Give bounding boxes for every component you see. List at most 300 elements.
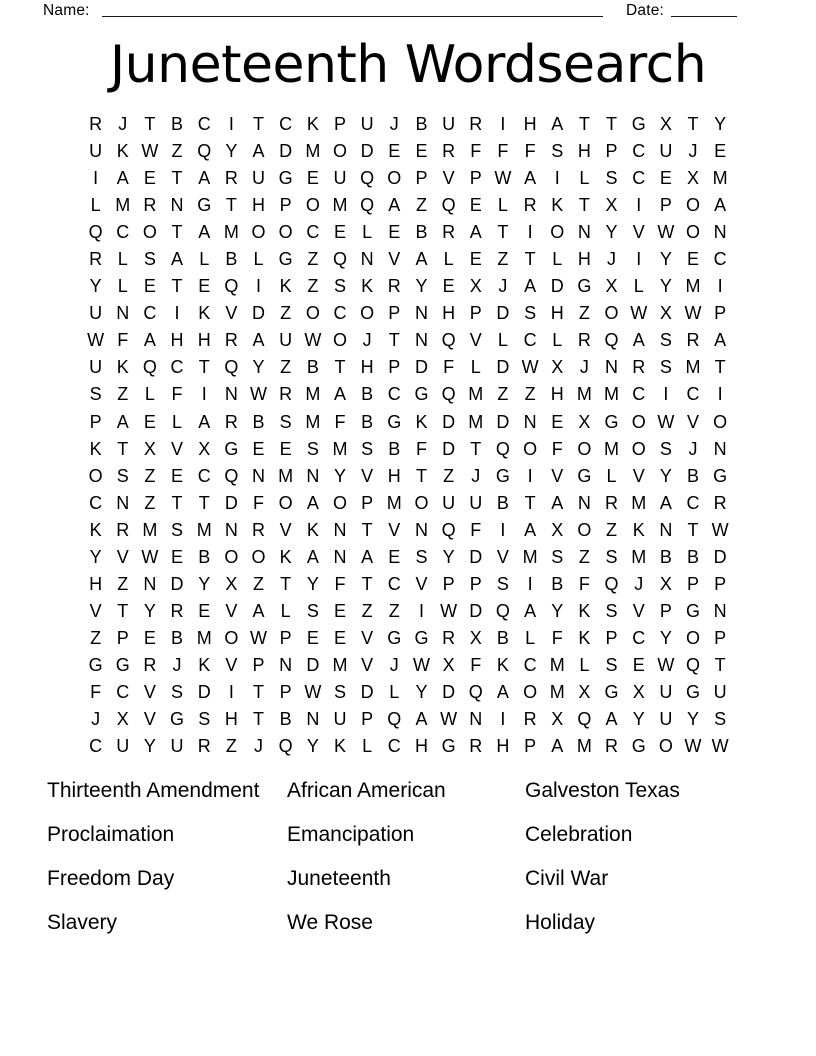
grid-letter-r10c15: L [470, 357, 481, 378]
grid-letter-r12c18: E [551, 411, 564, 432]
word-bank-item: Holiday [525, 911, 596, 934]
grid-letter-r18c22: X [659, 573, 672, 594]
grid-letter-r5c9: C [306, 222, 320, 243]
grid-letter-r2c16: F [497, 141, 509, 162]
grid-letter-r10c12: P [388, 357, 401, 378]
grid-letter-r4c10: M [332, 195, 348, 216]
grid-letter-r19c24: N [713, 600, 727, 621]
grid-letter-r21c11: V [361, 654, 374, 675]
grid-letter-r17c24: D [713, 546, 727, 567]
grid-letter-r23c22: U [659, 709, 673, 730]
grid-letter-r3c13: P [415, 168, 428, 189]
grid-letter-r20c13: G [414, 627, 429, 648]
grid-letter-r8c21: W [630, 303, 648, 324]
grid-letter-r5c20: Y [605, 222, 618, 243]
grid-letter-r11c23: C [686, 384, 700, 405]
grid-letter-r9c14: Q [441, 330, 456, 351]
grid-letter-r19c12: Z [388, 600, 400, 621]
grid-letter-r12c3: E [143, 411, 156, 432]
grid-letter-r6c5: L [199, 249, 210, 270]
grid-letter-r6c14: L [443, 249, 454, 270]
grid-letter-r9c1: W [87, 330, 105, 351]
grid-letter-r1c19: T [578, 114, 590, 135]
grid-letter-r22c14: D [442, 682, 456, 702]
grid-letter-r24c18: A [551, 736, 564, 757]
grid-letter-r15c6: D [224, 492, 238, 513]
grid-letter-r23c17: R [523, 709, 537, 730]
grid-letter-r21c20: S [605, 654, 618, 675]
grid-letter-r23c24: S [714, 709, 727, 730]
grid-letter-r18c18: B [551, 573, 564, 594]
grid-letter-r17c1: Y [89, 546, 102, 567]
grid-letter-r22c9: W [304, 682, 322, 702]
grid-letter-r21c4: J [172, 654, 182, 675]
grid-letter-r12c12: G [387, 411, 402, 432]
grid-letter-r7c13: Y [415, 276, 428, 297]
grid-letter-r17c22: B [659, 546, 672, 567]
grid-letter-r14c14: Z [443, 465, 455, 486]
grid-letter-r16c17: A [524, 519, 537, 540]
grid-letter-r17c18: S [551, 546, 564, 567]
grid-letter-r20c11: V [361, 627, 374, 648]
grid-letter-r24c16: H [496, 736, 510, 757]
grid-letter-r5c12: E [388, 222, 401, 243]
grid-letter-r8c11: O [360, 303, 375, 324]
grid-letter-r5c19: N [577, 222, 591, 243]
grid-letter-r7c17: A [524, 276, 537, 297]
grid-letter-r7c10: S [333, 276, 346, 297]
grid-letter-r14c18: V [551, 465, 564, 486]
grid-letter-r3c9: E [306, 168, 319, 189]
grid-letter-r13c19: O [577, 438, 592, 459]
grid-letter-r6c1: R [89, 249, 103, 270]
grid-letter-r23c8: B [279, 709, 292, 730]
grid-letter-r22c13: Y [415, 682, 428, 702]
grid-letter-r21c21: E [632, 654, 645, 675]
grid-letter-r13c7: E [252, 438, 265, 459]
grid-letter-r7c18: D [550, 276, 564, 297]
grid-letter-r24c1: C [89, 736, 103, 757]
grid-letter-r8c13: N [414, 303, 428, 324]
grid-letter-r18c17: I [527, 573, 533, 594]
grid-letter-r6c17: T [524, 249, 536, 270]
grid-letter-r10c19: J [579, 357, 589, 378]
grid-letter-r16c10: N [333, 519, 347, 540]
grid-letter-r19c14: W [440, 600, 458, 621]
grid-letter-r14c23: B [687, 465, 700, 486]
grid-letter-r21c8: N [279, 654, 293, 675]
grid-letter-r13c18: F [551, 438, 563, 459]
grid-letter-r6c18: L [552, 249, 563, 270]
grid-letter-r7c21: L [633, 276, 644, 297]
grid-letter-r24c8: Q [278, 736, 293, 757]
grid-letter-r4c22: P [659, 195, 672, 216]
grid-letter-r10c17: W [521, 357, 539, 378]
grid-letter-r24c2: U [116, 736, 130, 757]
grid-letter-r16c7: R [252, 519, 266, 540]
grid-letter-r4c23: O [686, 195, 701, 216]
grid-letter-r9c19: R [577, 330, 591, 351]
grid-letter-r24c9: Y [306, 736, 319, 757]
grid-letter-r4c6: T [225, 195, 237, 216]
grid-letter-r9c17: C [523, 330, 537, 351]
grid-letter-r24c15: R [469, 736, 483, 757]
grid-letter-r1c22: X [659, 114, 672, 135]
grid-letter-r1c2: J [118, 114, 128, 135]
grid-letter-r13c2: T [117, 438, 129, 459]
grid-letter-r1c21: G [631, 114, 646, 135]
grid-letter-r19c19: K [578, 600, 591, 621]
grid-letter-r2c4: Z [171, 141, 183, 162]
grid-letter-r16c2: R [116, 519, 130, 540]
grid-letter-r12c2: A [116, 411, 129, 432]
grid-letter-r3c22: E [659, 168, 672, 189]
grid-letter-r6c6: B [225, 249, 238, 270]
grid-letter-r2c9: M [305, 141, 321, 162]
grid-letter-r5c21: V [632, 222, 645, 243]
grid-letter-r11c8: R [279, 384, 293, 405]
grid-letter-r19c15: D [469, 600, 483, 621]
grid-letter-r23c6: H [224, 709, 238, 730]
grid-letter-r10c1: U [89, 357, 103, 378]
grid-letter-r12c24: O [713, 411, 728, 432]
grid-letter-r4c8: P [279, 195, 292, 216]
grid-letter-r18c13: V [415, 573, 428, 594]
grid-letter-r24c3: Y [143, 736, 156, 757]
grid-letter-r24c20: R [605, 736, 619, 757]
grid-letter-r13c5: X [198, 438, 211, 459]
grid-letter-r20c7: W [250, 627, 268, 648]
grid-letter-r22c18: M [549, 682, 565, 702]
grid-letter-r24c10: K [333, 736, 346, 757]
grid-letter-r3c7: U [252, 168, 266, 189]
grid-letter-r21c19: L [579, 654, 590, 675]
grid-letter-r8c14: H [442, 303, 456, 324]
grid-letter-r22c7: T [253, 682, 265, 702]
grid-letter-r19c16: Q [495, 600, 510, 621]
grid-letter-r17c4: E [171, 546, 184, 567]
grid-letter-r3c3: E [143, 168, 156, 189]
grid-letter-r17c12: E [388, 546, 401, 567]
grid-letter-r9c20: Q [604, 330, 619, 351]
grid-letter-r21c13: W [412, 654, 430, 675]
grid-letter-r18c3: N [143, 573, 157, 594]
grid-letter-r2c6: Y [225, 141, 238, 162]
grid-letter-r16c14: Q [441, 519, 456, 540]
grid-letter-r18c9: Y [306, 573, 319, 594]
grid-letter-r16c19: O [577, 519, 592, 540]
grid-letter-r18c12: C [387, 573, 401, 594]
grid-letter-r15c13: O [414, 492, 429, 513]
grid-letter-r8c7: D [252, 303, 266, 324]
grid-letter-r4c24: A [714, 195, 727, 216]
grid-letter-r11c19: M [576, 384, 592, 405]
word-bank-item: Celebration [525, 823, 633, 846]
grid-letter-r12c4: L [172, 411, 183, 432]
grid-letter-r10c14: F [443, 357, 455, 378]
grid-letter-r23c19: Q [577, 709, 592, 730]
grid-letter-r7c19: G [577, 276, 592, 297]
grid-letter-r18c6: X [225, 573, 238, 594]
grid-letter-r17c9: A [306, 546, 319, 567]
grid-letter-r5c7: O [251, 222, 266, 243]
grid-letter-r3c23: X [687, 168, 700, 189]
grid-letter-r23c9: N [306, 709, 320, 730]
grid-letter-r12c9: M [305, 411, 321, 432]
grid-letter-r11c6: N [224, 384, 238, 405]
grid-letter-r11c12: C [387, 384, 401, 405]
grid-letter-r22c20: G [604, 682, 619, 702]
word-bank-item: Freedom Day [47, 867, 175, 890]
grid-letter-r15c19: N [577, 492, 591, 513]
grid-letter-r11c20: M [604, 384, 620, 405]
grid-letter-r14c5: C [197, 465, 211, 486]
grid-letter-r24c22: O [658, 736, 673, 757]
grid-letter-r7c15: X [469, 276, 482, 297]
grid-letter-r4c4: N [170, 195, 184, 216]
grid-letter-r9c3: A [143, 330, 156, 351]
grid-letter-r6c16: Z [497, 249, 509, 270]
grid-letter-r14c9: N [306, 465, 320, 486]
grid-letter-r5c4: T [171, 222, 183, 243]
grid-letter-r4c16: L [497, 195, 508, 216]
grid-letter-r13c20: M [604, 438, 620, 459]
grid-letter-r14c21: V [632, 465, 645, 486]
grid-letter-r8c1: U [89, 303, 103, 324]
grid-letter-r14c4: E [171, 465, 184, 486]
grid-letter-r21c1: G [88, 654, 103, 675]
grid-letter-r3c15: P [469, 168, 482, 189]
grid-letter-r2c11: D [360, 141, 374, 162]
grid-letter-r23c1: J [91, 709, 101, 730]
grid-letter-r9c11: J [362, 330, 372, 351]
grid-letter-r23c2: X [116, 709, 129, 730]
grid-letter-r14c1: O [88, 465, 103, 486]
grid-letter-r19c10: E [333, 600, 346, 621]
grid-letter-r17c7: O [251, 546, 266, 567]
grid-letter-r18c21: J [634, 573, 644, 594]
grid-letter-r19c11: Z [361, 600, 373, 621]
grid-letter-r11c18: H [550, 384, 564, 405]
grid-letter-r14c6: Q [224, 465, 239, 486]
grid-letter-r12c16: D [496, 411, 510, 432]
grid-letter-r13c11: S [361, 438, 374, 459]
grid-letter-r18c19: F [578, 573, 590, 594]
grid-letter-r14c8: M [278, 465, 294, 486]
grid-letter-r9c23: R [686, 330, 700, 351]
grid-letter-r23c23: Y [687, 709, 700, 730]
grid-letter-r15c20: R [605, 492, 619, 513]
grid-letter-r24c24: W [711, 736, 729, 757]
grid-letter-r20c23: O [686, 627, 701, 648]
grid-letter-r19c17: A [524, 600, 537, 621]
grid-letter-r7c9: Z [307, 276, 319, 297]
grid-letter-r7c11: K [361, 276, 374, 297]
grid-letter-r21c24: T [714, 654, 726, 675]
grid-letter-r18c23: P [687, 573, 700, 594]
grid-letter-r12c21: O [631, 411, 646, 432]
grid-letter-r13c3: X [143, 438, 156, 459]
word-bank-item: Civil War [525, 867, 609, 890]
grid-letter-r20c16: B [496, 627, 509, 648]
grid-letter-r1c4: B [171, 114, 184, 135]
grid-letter-r3c24: M [712, 168, 728, 189]
grid-letter-r8c20: O [604, 303, 619, 324]
grid-letter-r4c20: X [605, 195, 618, 216]
grid-letter-r2c21: C [632, 141, 646, 162]
grid-letter-r2c13: E [415, 141, 428, 162]
grid-letter-r12c20: G [604, 411, 619, 432]
grid-letter-r23c3: V [143, 709, 156, 730]
grid-letter-r14c15: J [471, 465, 481, 486]
grid-letter-r5c13: B [415, 222, 428, 243]
grid-letter-r10c22: S [659, 357, 672, 378]
grid-letter-r24c6: Z [225, 736, 237, 757]
grid-letter-r5c14: R [442, 222, 456, 243]
name-blank-line [102, 3, 603, 17]
grid-letter-r4c14: Q [441, 195, 456, 216]
grid-letter-r22c17: O [523, 682, 538, 702]
grid-letter-r2c24: E [714, 141, 727, 162]
grid-letter-r20c14: R [442, 627, 456, 648]
grid-letter-r10c24: T [714, 357, 726, 378]
grid-letter-r20c15: X [469, 627, 482, 648]
grid-letter-r16c22: N [659, 519, 673, 540]
grid-letter-r5c23: O [686, 222, 701, 243]
grid-letter-r10c18: X [551, 357, 564, 378]
grid-letter-r15c21: M [631, 492, 647, 513]
grid-letter-r20c5: M [196, 627, 212, 648]
grid-letter-r21c18: M [549, 654, 565, 675]
grid-letter-r22c6: I [228, 682, 234, 702]
grid-letter-r14c16: G [495, 465, 510, 486]
grid-letter-r22c2: C [116, 682, 130, 702]
grid-letter-r17c23: B [687, 546, 700, 567]
grid-letter-r22c19: X [578, 682, 591, 702]
date-blank-line [671, 3, 737, 17]
grid-letter-r11c17: Z [524, 384, 536, 405]
grid-letter-r5c10: E [333, 222, 346, 243]
grid-letter-r5c15: A [469, 222, 482, 243]
grid-letter-r23c13: A [415, 709, 428, 730]
grid-letter-r2c10: O [332, 141, 347, 162]
grid-letter-r3c17: A [524, 168, 537, 189]
grid-letter-r16c9: K [306, 519, 319, 540]
grid-letter-r15c18: A [551, 492, 564, 513]
grid-letter-r15c2: N [116, 492, 130, 513]
grid-letter-r1c17: H [523, 114, 537, 135]
grid-letter-r4c13: Z [415, 195, 427, 216]
grid-letter-r8c4: I [174, 303, 180, 324]
grid-letter-r22c16: A [496, 682, 509, 702]
grid-letter-r12c17: N [523, 411, 537, 432]
grid-letter-r22c22: U [659, 682, 673, 702]
grid-letter-r17c19: Z [578, 546, 590, 567]
grid-letter-r1c14: U [442, 114, 456, 135]
grid-letter-r3c12: O [387, 168, 402, 189]
grid-letter-r9c21: A [632, 330, 645, 351]
grid-letter-r2c2: K [116, 141, 129, 162]
grid-letter-r6c23: E [687, 249, 700, 270]
grid-letter-r11c11: B [361, 384, 374, 405]
grid-letter-r15c24: R [713, 492, 727, 513]
grid-letter-r22c12: L [389, 682, 400, 702]
grid-letter-r21c15: F [470, 654, 482, 675]
grid-letter-r13c14: D [442, 438, 456, 459]
grid-letter-r10c2: K [116, 357, 129, 378]
grid-letter-r24c7: J [254, 736, 264, 757]
grid-letter-r17c8: K [279, 546, 292, 567]
grid-letter-r8c19: Z [578, 303, 590, 324]
grid-letter-r16c23: T [687, 519, 699, 540]
grid-letter-r1c15: R [469, 114, 483, 135]
grid-letter-r1c16: I [500, 114, 506, 135]
grid-letter-r21c22: W [657, 654, 675, 675]
grid-letter-r7c7: I [256, 276, 262, 297]
grid-letter-r5c24: N [713, 222, 727, 243]
grid-letter-r15c16: B [496, 492, 509, 513]
grid-letter-r16c1: K [89, 519, 102, 540]
grid-letter-r22c5: D [197, 682, 211, 702]
grid-letter-r8c12: P [388, 303, 401, 324]
grid-letter-r8c15: P [469, 303, 482, 324]
grid-letter-r9c12: T [388, 330, 400, 351]
grid-letter-r22c15: Q [468, 682, 483, 702]
grid-letter-r11c5: I [201, 384, 207, 405]
grid-letter-r3c14: V [442, 168, 455, 189]
grid-letter-r22c21: X [632, 682, 645, 702]
grid-letter-r15c3: Z [144, 492, 156, 513]
grid-letter-r9c15: V [469, 330, 482, 351]
grid-letter-r5c2: C [116, 222, 130, 243]
grid-letter-r9c4: H [170, 330, 184, 351]
grid-letter-r2c22: U [659, 141, 673, 162]
grid-letter-r16c11: T [361, 519, 373, 540]
grid-letter-r9c16: L [497, 330, 508, 351]
grid-letter-r20c21: C [632, 627, 646, 648]
grid-letter-r11c9: M [305, 384, 321, 405]
grid-letter-r3c8: G [278, 168, 293, 189]
grid-letter-r22c10: S [333, 682, 346, 702]
grid-letter-r10c5: T [198, 357, 210, 378]
grid-letter-r13c24: N [713, 438, 727, 459]
grid-letter-r15c22: A [659, 492, 672, 513]
grid-letter-r2c12: E [388, 141, 401, 162]
grid-letter-r1c10: P [333, 114, 346, 135]
grid-letter-r17c13: S [415, 546, 428, 567]
grid-letter-r12c23: V [687, 411, 700, 432]
grid-letter-r6c19: H [577, 249, 591, 270]
grid-letter-r19c22: P [659, 600, 672, 621]
grid-letter-r22c24: U [713, 682, 727, 702]
grid-letter-r3c5: A [198, 168, 211, 189]
grid-letter-r4c5: G [197, 195, 212, 216]
grid-letter-r20c12: G [387, 627, 402, 648]
grid-letter-r15c4: T [171, 492, 183, 513]
grid-letter-r15c12: M [386, 492, 402, 513]
grid-letter-r10c21: R [632, 357, 646, 378]
grid-letter-r3c11: Q [360, 168, 375, 189]
grid-letter-r11c2: Z [117, 384, 129, 405]
grid-letter-r24c4: U [170, 736, 184, 757]
grid-letter-r9c13: N [414, 330, 428, 351]
grid-letter-r5c16: T [497, 222, 509, 243]
grid-letter-r13c15: T [470, 438, 482, 459]
grid-letter-r11c14: Q [441, 384, 456, 405]
grid-letter-r9c18: L [552, 330, 563, 351]
grid-letter-r14c20: L [606, 465, 617, 486]
grid-letter-r23c11: P [361, 709, 374, 730]
